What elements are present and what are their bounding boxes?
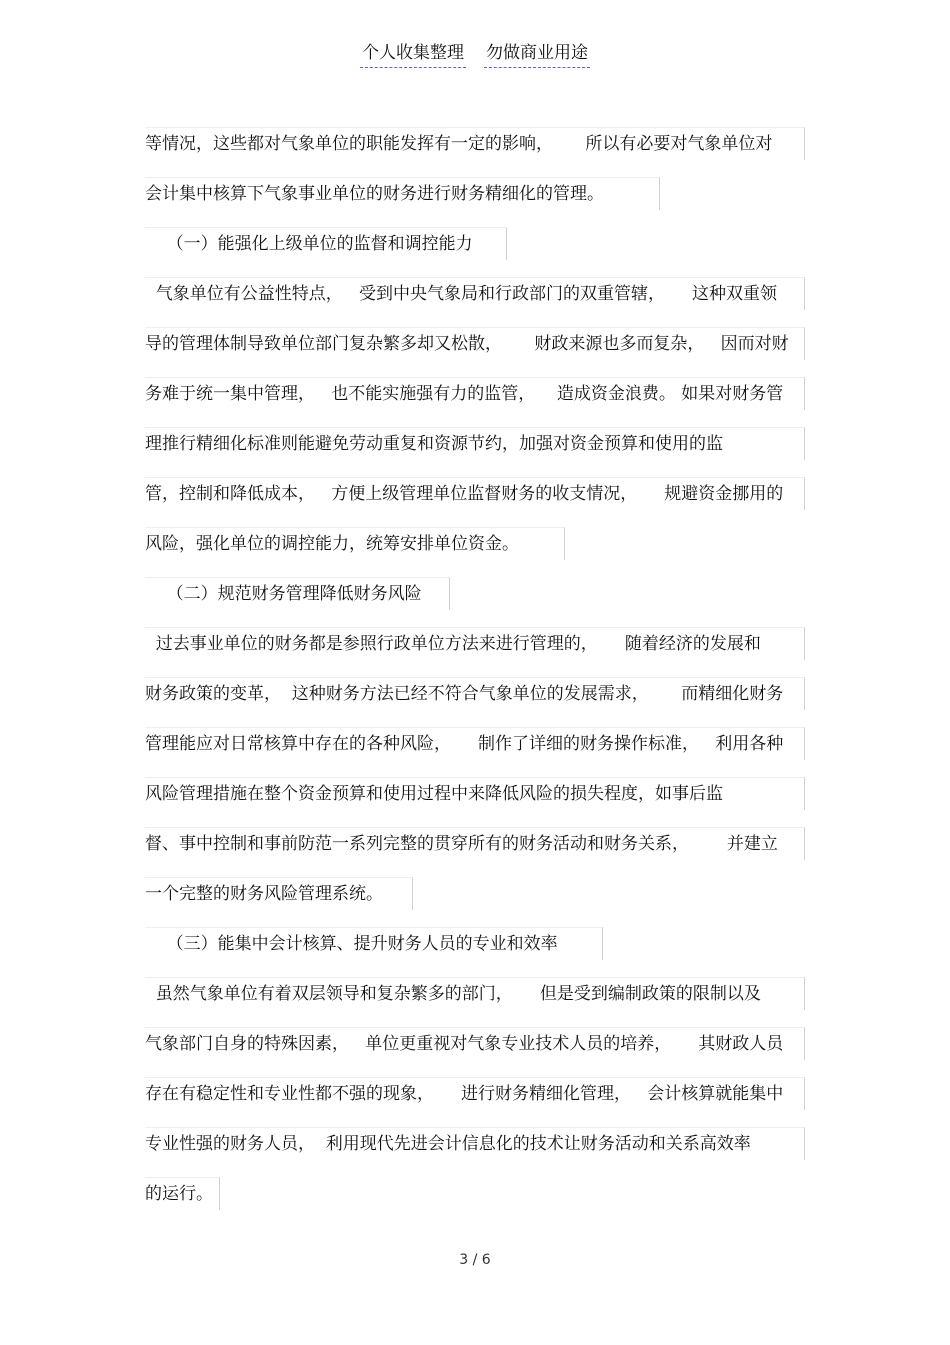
text-line: 一个完整的财务风险管理系统。: [145, 877, 413, 910]
text-line: 气象单位有公益性特点， 受到中央气象局和行政部门的双重管辖， 这种双重领: [145, 277, 805, 310]
text-line: 过去事业单位的财务都是参照行政单位方法来进行管理的， 随着经济的发展和: [145, 627, 805, 660]
header-text-2: 勿做商业用途: [484, 40, 590, 68]
text-line: 财务政策的变革， 这种财务方法已经不符合气象单位的发展需求， 而精细化财务: [145, 677, 805, 710]
text-line: 务难于统一集中管理， 也不能实施强有力的监管， 造成资金浪费。 如果对财务管: [145, 377, 805, 410]
text-line: 的运行。: [145, 1177, 220, 1210]
section-heading: （三）能集中会计核算、提升财务人员的专业和效率: [145, 927, 603, 960]
text-line: 等情况，这些都对气象单位的职能发挥有一定的影响， 所以有必要对气象单位对: [145, 127, 805, 160]
text-line: 督、事中控制和事前防范一系列完整的贯穿所有的财务活动和财务关系， 并建立: [145, 827, 805, 860]
text-line: 存在有稳定性和专业性都不强的现象， 进行财务精细化管理， 会计核算就能集中: [145, 1077, 805, 1110]
text-line: 虽然气象单位有着双层领导和复杂繁多的部门， 但是受到编制政策的限制以及: [145, 977, 805, 1010]
section-heading: （一）能强化上级单位的监督和调控能力: [145, 227, 507, 260]
text-line: 气象部门自身的特殊因素， 单位更重视对气象专业技术人员的培养， 其财政人员: [145, 1027, 805, 1060]
text-line: 专业性强的财务人员， 利用现代先进会计信息化的技术让财务活动和关系高效率: [145, 1127, 805, 1160]
text-line: 理推行精细化标准则能避免劳动重复和资源节约，加强对资金预算和使用的监: [145, 427, 805, 460]
text-line: 管，控制和降低成本， 方便上级管理单位监督财务的收支情况， 规避资金挪用的: [145, 477, 805, 510]
text-line: 风险管理措施在整个资金预算和使用过程中来降低风险的损失程度，如事后监: [145, 777, 805, 810]
page-number: 3 / 6: [459, 1252, 491, 1268]
section-heading: （二）规范财务管理降低财务风险: [145, 577, 450, 610]
text-line: 会计集中核算下气象事业单位的财务进行财务精细化的管理。: [145, 177, 660, 210]
header-text-1: 个人收集整理: [360, 40, 466, 68]
text-line: 风险，强化单位的调控能力，统筹安排单位资金。: [145, 527, 565, 560]
text-line: 导的管理体制导致单位部门复杂繁多却又松散， 财政来源也多而复杂， 因而对财: [145, 327, 805, 360]
text-line: 管理能应对日常核算中存在的各种风险， 制作了详细的财务操作标准， 利用各种: [145, 727, 805, 760]
